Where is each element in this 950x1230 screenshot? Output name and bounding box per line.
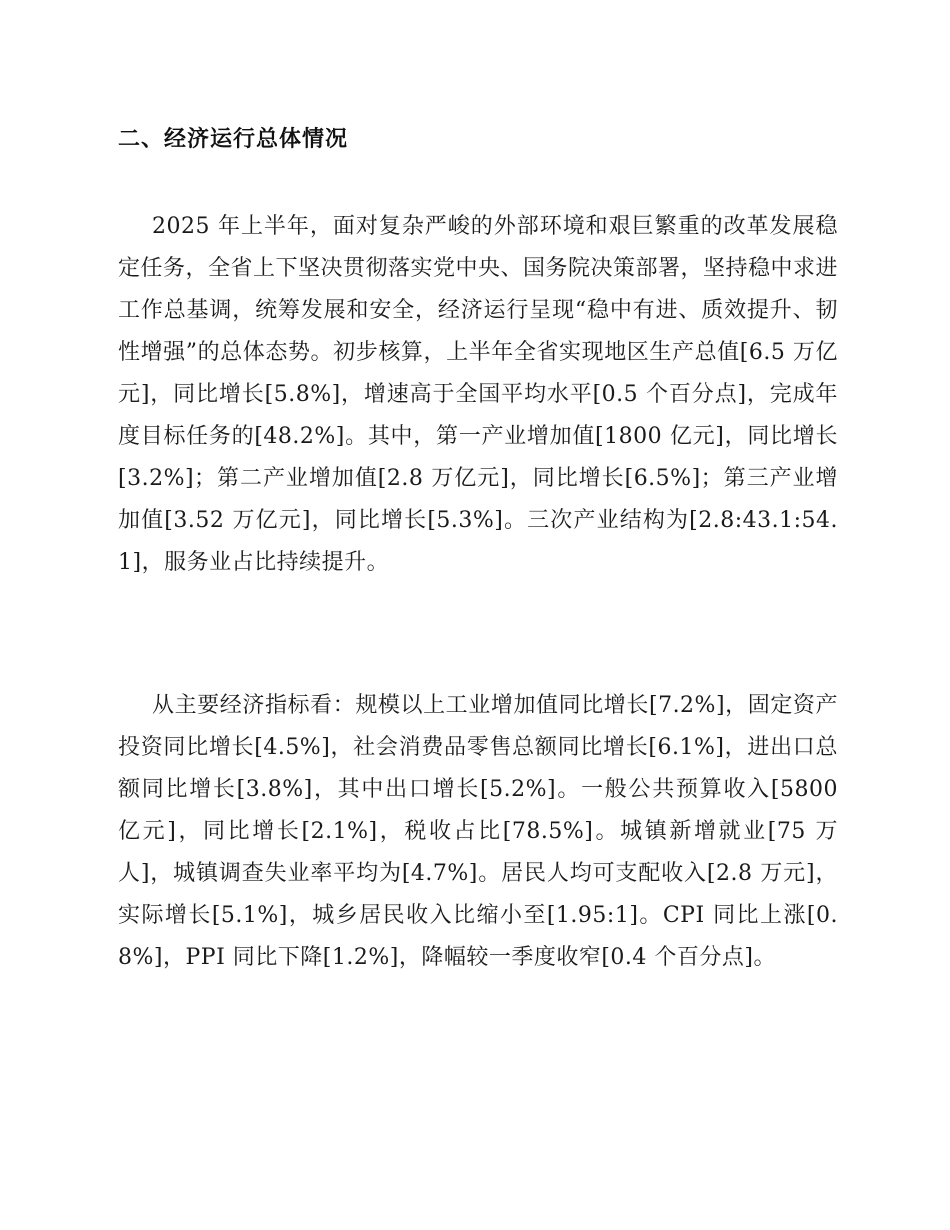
paragraph-overview: 2025 年上半年，面对复杂严峻的外部环境和艰巨繁重的改革发展稳定任务，全省上下坚决贯彻落实党中央、国务院决策部署，坚持稳中求进工作总基调，统筹发展和安全，经济运行呈现“稳中有进、质效提升、韧性增强”的总体态势。初步核算，上半年全省实现地区生产总值[6.5 万亿元]，同比增长[5.8%]，增速高于全国平均水平[0.5 个百分点]，完成年度目标任务的[48.2%]。其中，第一产业增加值[1800 亿元]，同比增长[3.2%]；第二产业增加值[2.8 万亿元]，同比增长[6.5%]；第三产业增加值[3.52 万亿元]，同比增长[5.3%]。三次产业结构为[2.8:43.1:54.1]，服务业占比持续提升。 [118,214,839,575]
paragraph-indicators: 从主要经济指标看：规模以上工业增加值同比增长[7.2%]，固定资产投资同比增长[4.5%]，社会消费品零售总额同比增长[6.1%]，进出口总额同比增长[3.8%]，其中出口增长[5.2%]。一般公共预算收入[5800 亿元]，同比增长[2.1%]，税收占比[78.5%]。城镇新增就业[75 万人]，城镇调查失业率平均为[4.7%]。居民人均可支配收入[2.8 万元]，实际增长[5.1%]，城乡居民收入比缩小至[1.95:1]。CPI 同比上涨[0.8%]，PPI 同比下降[1.2%]，降幅较一季度收窄[0.4 个百分点]。 [118,693,838,970]
section-heading: 二、经济运行总体情况 [118,127,349,152]
